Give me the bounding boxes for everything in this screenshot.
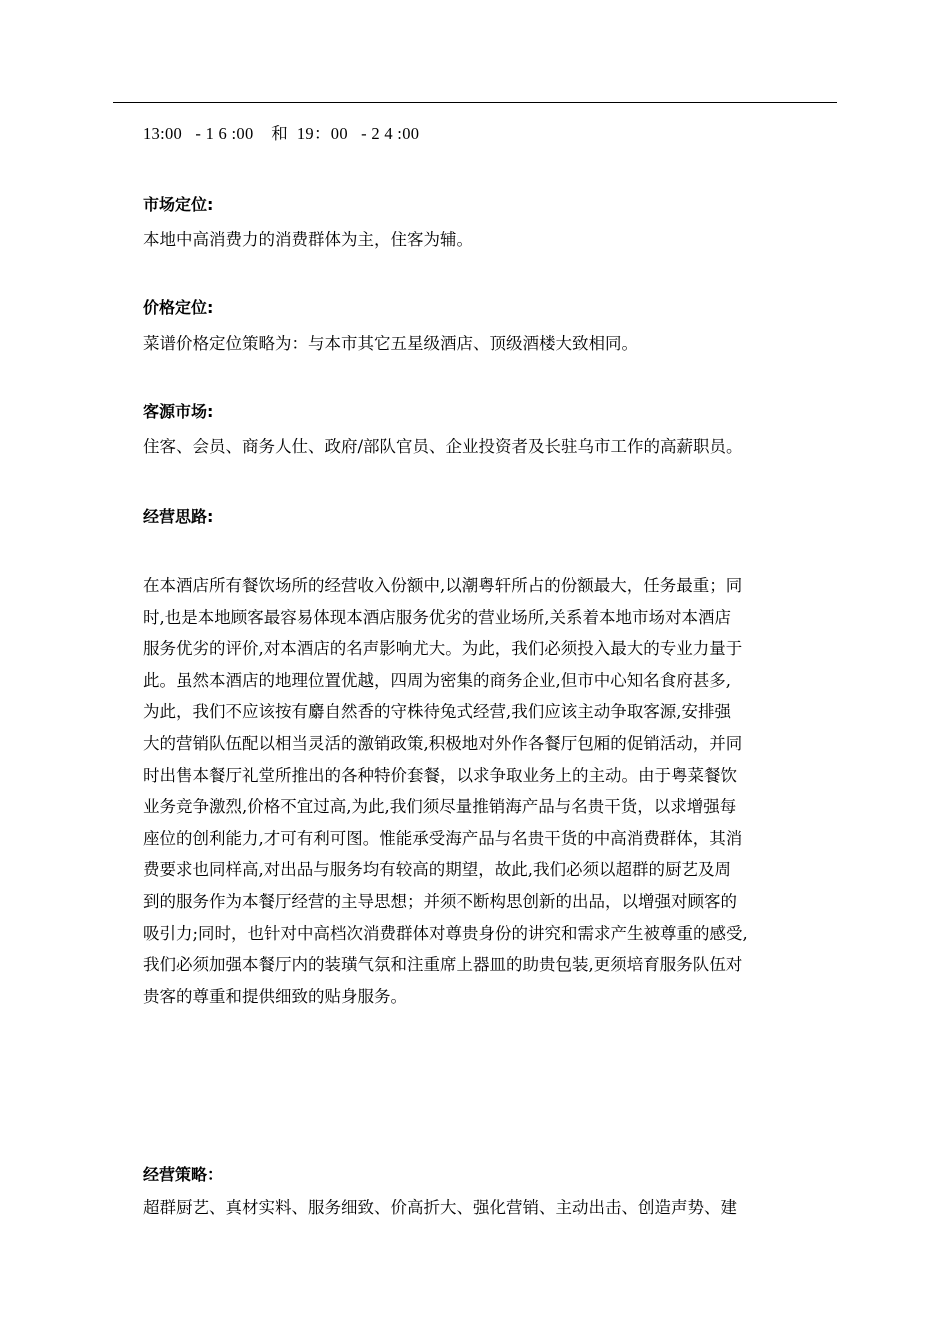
paragraph-line: 贵客的尊重和提供细致的贴身服务。 (143, 986, 407, 1006)
business-strategy-text: 超群厨艺、真材实料、服务细致、价高折大、强化营销、主动出击、创造声势、建 (143, 1198, 737, 1217)
paragraph-line: 为此，我们不应该按有麝自然香的守株待兔式经营,我们应该主动争取客源,安排强 (143, 702, 731, 722)
paragraph-line: 此。虽然本酒店的地理位置优越，四周为密集的商务企业,但市中心知名食府甚多, (143, 670, 731, 690)
paragraph-line: 座位的创利能力,才可有利可图。惟能承受海产品与名贵干货的中高消费群体，其消 (143, 828, 743, 848)
customer-market-text: 住客、会员、商务人仕、政府/部队官员、企业投资者及长驻乌市工作的高薪职员。 (143, 437, 743, 456)
header-rule (113, 102, 837, 103)
customer-market-heading: 客源市场: (143, 402, 214, 421)
business-idea-heading: 经营思路: (143, 507, 214, 526)
paragraph-line: 费要求也同样高,对出品与服务均有较高的期望，故此,我们必须以超群的厨艺及周 (143, 860, 731, 880)
business-strategy-heading: 经营策略： (143, 1165, 224, 1184)
paragraph-line: 大的营销队伍配以相当灵活的激销政策,积极地对外作各餐厅包厢的促销活动，并同 (143, 733, 743, 753)
paragraph-line: 我们必须加强本餐厅内的装璜气氛和注重席上器皿的助贵包装,更须培育服务队伍对 (143, 955, 743, 975)
business-idea-paragraph (143, 570, 843, 1012)
paragraph-line: 服务优劣的评价,对本酒店的名声影响尤大。为此，我们必须投入最大的专业力量于 (143, 639, 743, 659)
market-positioning-text: 本地中高消费力的消费群体为主，住客为辅。 (143, 230, 473, 249)
paragraph-line: 业务竞争激烈,价格不宜过高,为此,我们须尽量推销海产品与名贵干货，以求增强每 (143, 797, 737, 817)
paragraph-line: 时,也是本地顾客最容易体现本酒店服务优劣的营业场所,关系着本地市场对本酒店 (143, 607, 731, 627)
paragraph-line: 到的服务作为本餐厅经营的主导思想；并须不断构思创新的出品，以增强对顾客的 (143, 891, 737, 911)
paragraph-line: 在本酒店所有餐饮场所的经营收入份额中,以潮粤轩所占的份额最大，任务最重；同 (143, 576, 743, 595)
price-positioning-text: 菜谱价格定位策略为：与本市其它五星级酒店、顶级酒楼大致相同。 (143, 334, 638, 353)
opening-hours: 13:00 - 1 6 :00 和 19：00 - 2 4 :00 (143, 124, 420, 143)
market-positioning-heading: 市场定位: (143, 195, 214, 214)
paragraph-line: 时出售本餐厅礼堂所推出的各种特价套餐，以求争取业务上的主动。由于粤菜餐饮 (143, 765, 737, 785)
price-positioning-heading: 价格定位: (143, 298, 214, 317)
paragraph-line: 吸引力;同时，也针对中高档次消费群体对尊贵身份的讲究和需求产生被尊重的感受, (143, 923, 748, 943)
